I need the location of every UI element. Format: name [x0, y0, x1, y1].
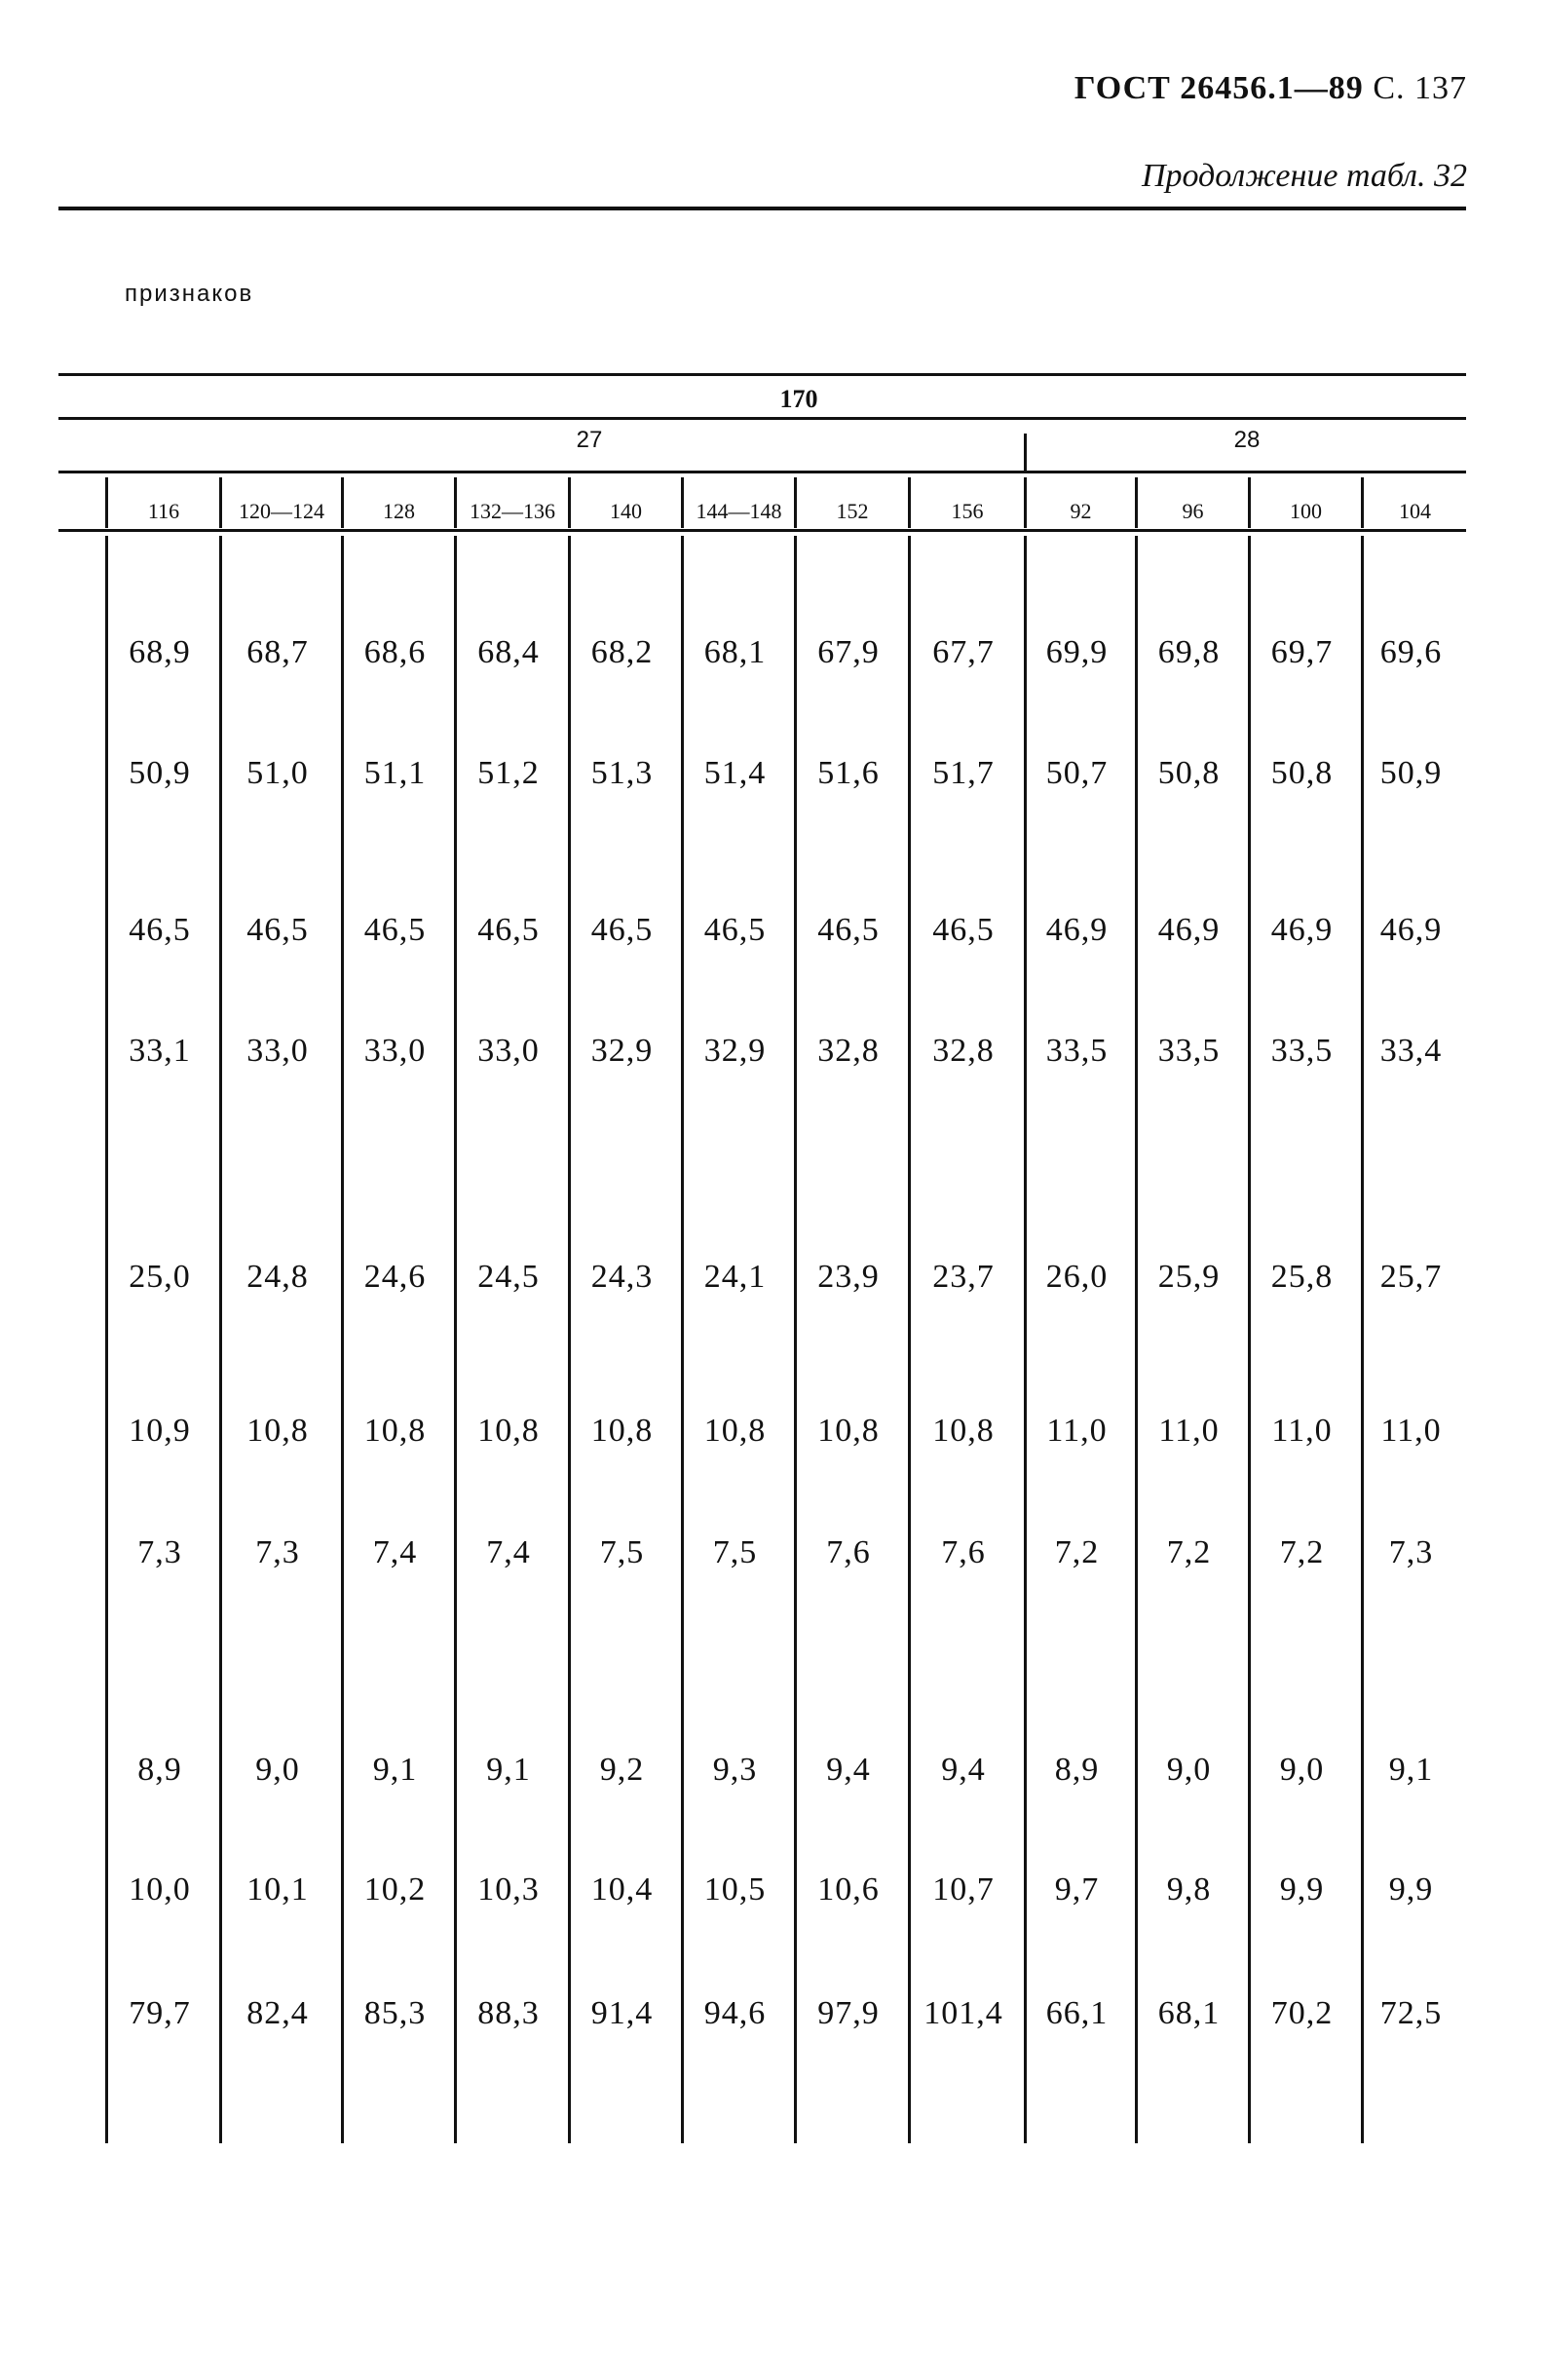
table-cell: 7,2 — [1279, 1534, 1325, 1570]
table-cell: 33,0 — [363, 1033, 427, 1069]
table-cell: 46,9 — [1270, 912, 1334, 948]
table-cell: 10,8 — [703, 1413, 767, 1449]
table-cell: 10,7 — [932, 1871, 995, 1908]
column-header: 92 — [1070, 499, 1092, 523]
column-header: 116 — [147, 499, 180, 523]
table-cell: 10,8 — [932, 1413, 995, 1449]
table-cell: 24,6 — [363, 1259, 427, 1295]
top-rule — [58, 207, 1466, 210]
table-cell: 11,0 — [1271, 1413, 1333, 1449]
group-divider — [1024, 434, 1027, 471]
top-header: 170 — [779, 385, 818, 413]
table-cell: 51,0 — [246, 755, 309, 791]
table-cell: 10,1 — [246, 1871, 309, 1908]
table-cell: 10,8 — [246, 1413, 309, 1449]
table-cell: 9,9 — [1388, 1871, 1434, 1908]
table-cell: 25,7 — [1379, 1259, 1443, 1295]
table-cell: 9,3 — [712, 1752, 758, 1788]
table-cell: 33,5 — [1270, 1033, 1334, 1069]
table-cell: 68,7 — [246, 634, 309, 670]
table-cell: 51,3 — [590, 755, 654, 791]
page-number: С. 137 — [1373, 70, 1467, 106]
table-cell: 9,4 — [941, 1752, 986, 1788]
table-cell: 10,8 — [817, 1413, 880, 1449]
table-cell: 33,4 — [1379, 1033, 1443, 1069]
table-cell: 82,4 — [246, 1995, 309, 2031]
table-cell: 8,9 — [137, 1752, 182, 1788]
table-cell: 46,5 — [246, 912, 309, 948]
table-cell: 9,8 — [1166, 1871, 1212, 1908]
table-cell: 94,6 — [703, 1995, 767, 2031]
table-cell: 69,8 — [1157, 634, 1221, 670]
table-cell: 32,9 — [590, 1033, 654, 1069]
table-top-rule — [58, 373, 1466, 376]
table-cell: 51,7 — [932, 755, 995, 791]
table-cell: 50,7 — [1045, 755, 1109, 791]
table-cell: 7,6 — [826, 1534, 871, 1570]
table-cell: 23,9 — [817, 1259, 880, 1295]
group-header-rule — [58, 417, 1466, 420]
table-cell: 9,0 — [1166, 1752, 1212, 1788]
table-cell: 11,0 — [1158, 1413, 1220, 1449]
column-header: 156 — [951, 499, 984, 523]
table-cell: 10,0 — [129, 1871, 191, 1908]
column-header: 120—124 — [239, 499, 324, 523]
continuation-label: Продолжение табл. 32 — [1141, 158, 1467, 194]
table-cell: 10,5 — [703, 1871, 767, 1908]
column-header: 144—148 — [696, 499, 782, 523]
table-cell: 10,9 — [129, 1413, 191, 1449]
table-cell: 10,8 — [363, 1413, 427, 1449]
table-cell: 68,1 — [1157, 1995, 1221, 2031]
table-cell: 66,1 — [1045, 1995, 1109, 2031]
table-cell: 46,5 — [590, 912, 654, 948]
table-cell: 72,5 — [1379, 1995, 1443, 2031]
table-cell: 68,4 — [477, 634, 540, 670]
table-cell: 46,5 — [817, 912, 880, 948]
table-cell: 32,9 — [703, 1033, 767, 1069]
group-header-27: 27 — [576, 427, 603, 453]
table-cell: 68,9 — [129, 634, 191, 670]
table-cell: 24,8 — [246, 1259, 309, 1295]
table-cell: 10,8 — [477, 1413, 540, 1449]
column-header: 104 — [1399, 499, 1431, 523]
column-header: 100 — [1290, 499, 1322, 523]
table-cell: 24,1 — [703, 1259, 767, 1295]
table-cell: 101,4 — [923, 1995, 1003, 2031]
table-cell: 7,4 — [372, 1534, 418, 1570]
table-cell: 7,2 — [1166, 1534, 1212, 1570]
table-cell: 33,5 — [1157, 1033, 1221, 1069]
table-cell: 51,2 — [477, 755, 540, 791]
table-cell: 67,9 — [817, 634, 880, 670]
table-cell: 69,7 — [1270, 634, 1334, 670]
table-cell: 51,1 — [363, 755, 427, 791]
column-header: 96 — [1182, 499, 1204, 523]
table-cell: 46,9 — [1379, 912, 1443, 948]
table-cell: 97,9 — [817, 1995, 880, 2031]
table-cell: 7,3 — [1388, 1534, 1434, 1570]
table-cell: 46,5 — [477, 912, 540, 948]
standard-number: ГОСТ 26456.1—89 — [1074, 70, 1364, 106]
page-header — [1074, 70, 1467, 107]
table-cell: 7,5 — [599, 1534, 645, 1570]
table-cell: 9,1 — [486, 1752, 531, 1788]
table-cell: 68,6 — [363, 634, 427, 670]
table-cell: 26,0 — [1045, 1259, 1109, 1295]
table-cell: 46,5 — [703, 912, 767, 948]
table-cell: 7,3 — [137, 1534, 182, 1570]
table-cell: 69,6 — [1379, 634, 1443, 670]
table-cell: 46,9 — [1045, 912, 1109, 948]
table-cell: 10,2 — [363, 1871, 427, 1908]
table-cell: 69,9 — [1045, 634, 1109, 670]
table-cell: 10,3 — [477, 1871, 540, 1908]
table-cell: 70,2 — [1270, 1995, 1334, 2031]
table-cell: 11,0 — [1380, 1413, 1442, 1449]
table-cell: 25,0 — [129, 1259, 191, 1295]
table-cell: 50,9 — [1379, 755, 1443, 791]
table-cell: 7,3 — [255, 1534, 300, 1570]
table-cell: 9,4 — [826, 1752, 871, 1788]
table-cell: 46,5 — [363, 912, 427, 948]
column-header: 132—136 — [470, 499, 555, 523]
table-cell: 68,2 — [590, 634, 654, 670]
table-cell: 79,7 — [129, 1995, 191, 2031]
table-cell: 88,3 — [477, 1995, 540, 2031]
table-cell: 7,5 — [712, 1534, 758, 1570]
table-cell: 10,6 — [817, 1871, 880, 1908]
column-header: 152 — [836, 499, 869, 523]
table-cell: 51,6 — [817, 755, 880, 791]
table-cell: 9,0 — [255, 1752, 300, 1788]
table-cell: 24,5 — [477, 1259, 540, 1295]
table-cell: 25,9 — [1157, 1259, 1221, 1295]
table-cell: 33,5 — [1045, 1033, 1109, 1069]
table-cell: 10,4 — [590, 1871, 654, 1908]
column-header-rule — [58, 471, 1466, 473]
column-header: 128 — [383, 499, 415, 523]
table-cell: 50,8 — [1157, 755, 1221, 791]
table-cell: 10,8 — [590, 1413, 654, 1449]
table-cell: 32,8 — [932, 1033, 995, 1069]
table-cell: 33,0 — [477, 1033, 540, 1069]
group-header-28: 28 — [1233, 427, 1261, 453]
table-cell: 25,8 — [1270, 1259, 1334, 1295]
table-cell: 32,8 — [817, 1033, 880, 1069]
table-cell: 8,9 — [1054, 1752, 1100, 1788]
table-cell: 91,4 — [590, 1995, 654, 2031]
row-label-fragment: признаков — [125, 281, 254, 307]
table-cell: 33,1 — [129, 1033, 191, 1069]
column-header: 140 — [610, 499, 642, 523]
table-cell: 9,7 — [1054, 1871, 1100, 1908]
table-cell: 9,9 — [1279, 1871, 1325, 1908]
table-cell: 46,5 — [932, 912, 995, 948]
table-cell: 7,6 — [941, 1534, 986, 1570]
table-cell: 50,9 — [129, 755, 191, 791]
table-cell: 7,2 — [1054, 1534, 1100, 1570]
table-cell: 46,5 — [129, 912, 191, 948]
table-cell: 68,1 — [703, 634, 767, 670]
table-cell: 46,9 — [1157, 912, 1221, 948]
table-cell: 67,7 — [932, 634, 995, 670]
table-cell: 51,4 — [703, 755, 767, 791]
table-cell: 9,1 — [1388, 1752, 1434, 1788]
table-cell: 23,7 — [932, 1259, 995, 1295]
table-cell: 50,8 — [1270, 755, 1334, 791]
table-cell: 9,1 — [372, 1752, 418, 1788]
table-cell: 9,2 — [599, 1752, 645, 1788]
header-bottom-rule — [58, 529, 1466, 532]
table-cell: 85,3 — [363, 1995, 427, 2031]
table-cell: 33,0 — [246, 1033, 309, 1069]
table-cell: 11,0 — [1046, 1413, 1108, 1449]
table-cell: 9,0 — [1279, 1752, 1325, 1788]
table-cell: 7,4 — [486, 1534, 531, 1570]
table-cell: 24,3 — [590, 1259, 654, 1295]
